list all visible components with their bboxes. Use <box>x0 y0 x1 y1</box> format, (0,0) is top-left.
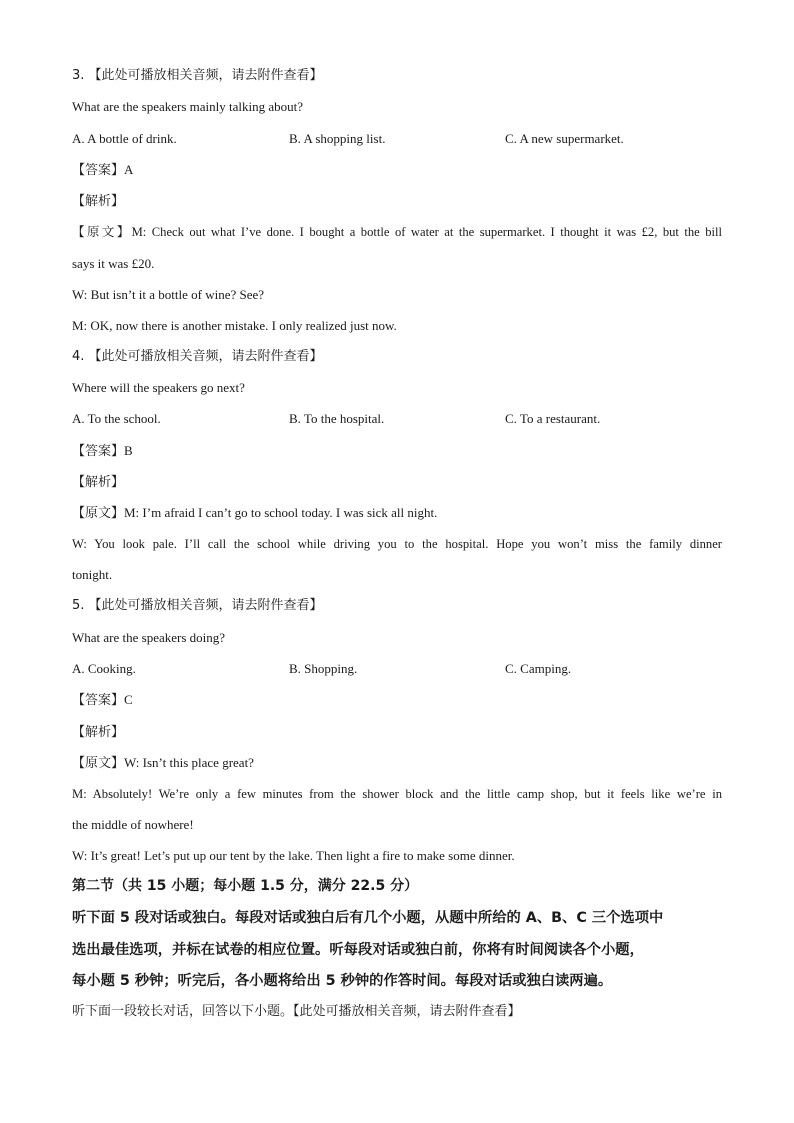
question-3-analysis: 【解析】 <box>72 193 125 208</box>
question-5-analysis: 【解析】 <box>72 724 125 739</box>
question-3-option-b: B. A shopping list. <box>289 131 386 146</box>
question-5-text: What are the speakers doing? <box>72 630 226 645</box>
question-5-answer: 【答案】C <box>72 692 133 707</box>
question-4-number: 4. 【此处可播放相关音频，请去附件查看】 <box>72 349 323 364</box>
question-4-analysis: 【解析】 <box>72 474 125 489</box>
section-2-heading: 第二节（共 15 小题；每小题 1.5 分，满分 22.5 分） <box>72 878 419 894</box>
question-3-option-a: A. A bottle of drink. <box>72 131 177 146</box>
question-5-number: 5. 【此处可播放相关音频，请去附件查看】 <box>72 598 323 613</box>
question-4-answer: 【答案】B <box>72 443 133 458</box>
question-3-option-c: C. A new supermarket. <box>505 131 624 146</box>
section-2-instruction-line: 选出最佳选项，并标在试卷的相应位置。听每段对话或独白前，你将有时间阅读各个小题， <box>72 942 644 958</box>
question-3-transcript-line: W: But isn’t it a bottle of wine? See? <box>72 287 265 302</box>
question-4-transcript-line: 【原文】M: I’m afraid I can’t go to school today. I was sick all night. <box>72 505 438 520</box>
question-5-transcript-line: the middle of nowhere! <box>72 817 194 832</box>
question-4-option-c: C. To a restaurant. <box>505 411 601 426</box>
question-3-number: 3. 【此处可播放相关音频，请去附件查看】 <box>72 68 323 83</box>
question-3-transcript-line: M: OK, now there is another mistake. I only realized just now. <box>72 318 397 333</box>
question-4-transcript-line: W: You look pale. I’ll call the school while driving you to the hospital. Hope you won’t miss the family dinner <box>72 537 722 551</box>
question-4-transcript-line: tonight. <box>72 567 113 582</box>
question-3-transcript-line: 【原文】M: Check out what I’ve done. I bought a bottle of water at the supermarket. I thought it was £2, but the bill <box>72 225 722 239</box>
question-5-option-b: B. Shopping. <box>289 661 358 676</box>
question-3-transcript-line: says it was £20. <box>72 256 155 271</box>
question-5-transcript-line: 【原文】W: Isn’t this place great? <box>72 755 254 770</box>
question-4-option-a: A. To the school. <box>72 411 161 426</box>
section-2-instruction-line: 每小题 5 秒钟；听完后，各小题将给出 5 秒钟的作答时间。每段对话或独白读两遍。 <box>72 973 613 989</box>
question-5-transcript-line: M: Absolutely! We’re only a few minutes from the shower block and the little camp shop, but it feels like we’re in <box>72 787 722 801</box>
section-2-note: 听下面一段较长对话，回答以下小题。【此处可播放相关音频，请去附件查看】 <box>72 1004 521 1019</box>
question-5-option-c: C. Camping. <box>505 661 572 676</box>
question-3-answer: 【答案】A <box>72 162 134 177</box>
section-2-instruction-line: 听下面 5 段对话或独白。每段对话或独白后有几个小题，从题中所给的 A、B、C 三个选项中 <box>72 910 664 926</box>
question-5-option-a: A. Cooking. <box>72 661 136 676</box>
question-4-text: Where will the speakers go next? <box>72 380 245 395</box>
question-3-text: What are the speakers mainly talking about? <box>72 99 304 114</box>
question-5-transcript-line: W: It’s great! Let’s put up our tent by the lake. Then light a fire to make some dinner. <box>72 848 515 863</box>
question-4-option-b: B. To the hospital. <box>289 411 385 426</box>
